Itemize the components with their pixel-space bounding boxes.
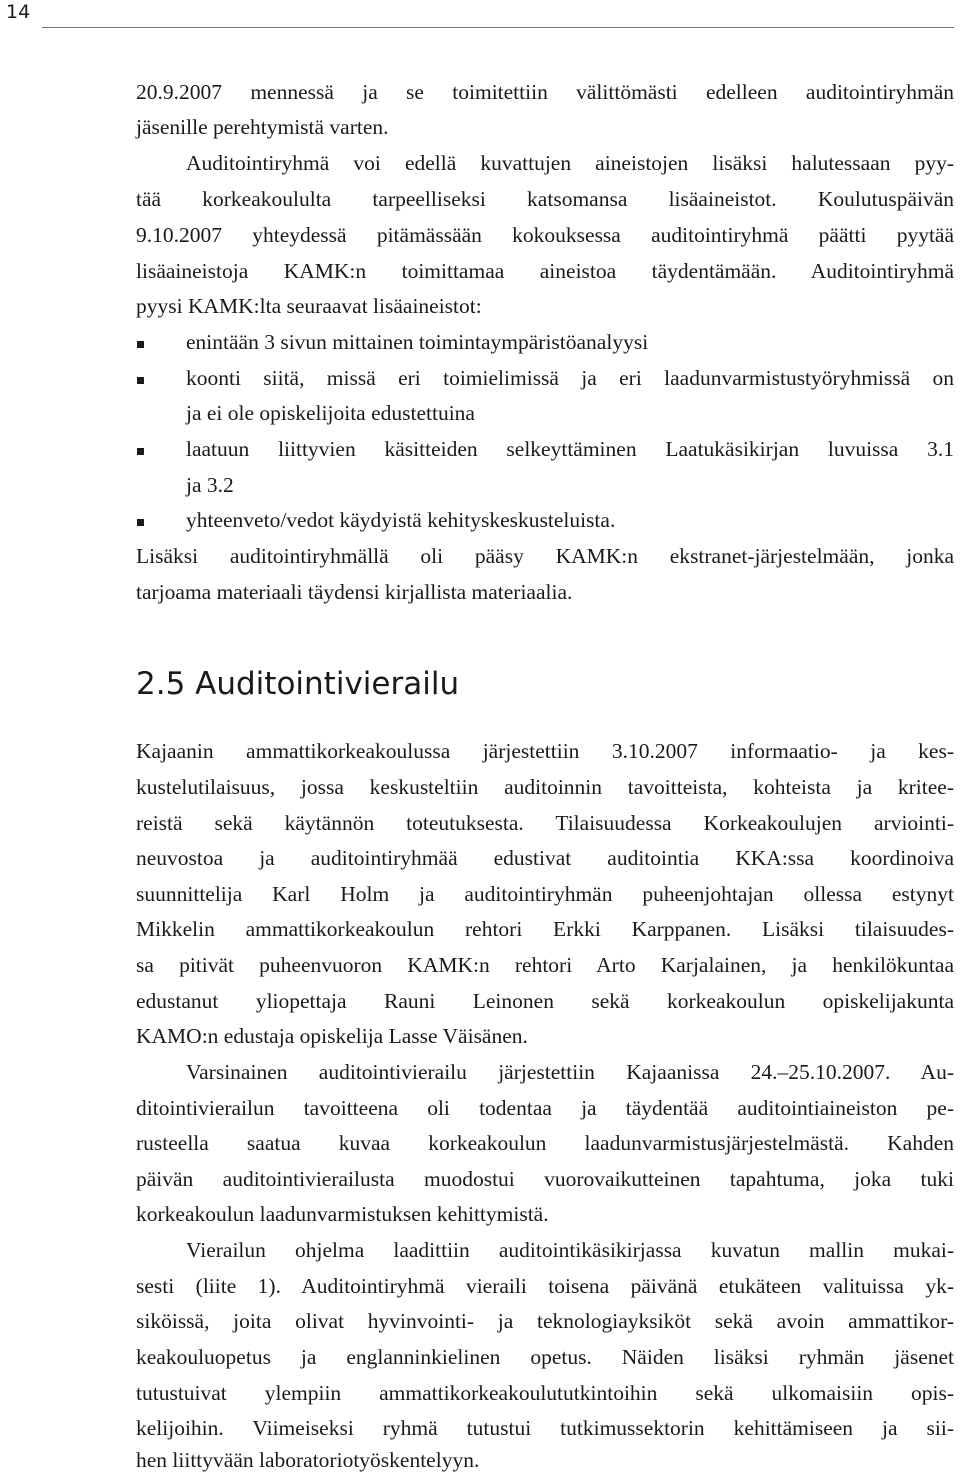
bullet-marker [137,519,144,526]
text-line: neuvostoa ja auditointiryhmää edustivat auditointia KKA:ssa koordinoiva [136,846,954,870]
text-line: pyysi KAMK:lta seuraavat lisäaineistot: [136,294,482,318]
text-line: ja 3.2 [186,473,234,497]
text-line: hen liittyvään laboratoriotyöskentelyyn. [136,1448,480,1472]
text-line: tarjoama materiaali täydensi kirjallista materiaalia. [136,580,573,604]
text-line: lisäaineistoja KAMK:n toimittamaa aineistoa täydentämään. Auditointiryhmä [136,259,954,283]
text-line: ditointivierailun tavoitteena oli todentaa ja täydentää auditointiaineiston pe- [136,1096,954,1120]
text-line: 20.9.2007 mennessä ja se toimitettiin välittömästi edelleen auditointiryhmän [136,80,954,104]
text-line: siköissä, joita olivat hyvinvointi- ja teknologiayksiköt sekä avoin ammattikor- [136,1309,954,1333]
text-line: Varsinainen auditointivierailu järjestettiin Kajaanissa 24.–25.10.2007. Au- [186,1060,954,1084]
text-line: sa pitivät puheenvuoron KAMK:n rehtori Arto Karjalainen, ja henkilökuntaa [136,953,954,977]
text-line: tää korkeakoululta tarpeelliseksi katsomansa lisäaineistot. Koulutuspäivän [136,187,954,211]
text-line: koonti siitä, missä eri toimielimissä ja eri laadunvarmistustyöryhmissä on [186,366,954,390]
text-line: kelijoihin. Viimeiseksi ryhmä tutustui tutkimussektorin kehittämiseen ja sii- [136,1416,954,1440]
text-line: Kajaanin ammattikorkeakoulussa järjestettiin 3.10.2007 informaatio- ja kes- [136,739,954,763]
page-number: 14 [6,1,31,23]
text-line: suunnittelija Karl Holm ja auditointiryhmän puheenjohtajan ollessa estynyt [136,882,954,906]
section-heading: 2.5 Auditointivierailu [136,666,460,702]
text-line: enintään 3 sivun mittainen toimintaympäristöanalyysi [186,330,649,354]
text-line: laatuun liittyvien käsitteiden selkeyttäminen Laatukäsikirjan luvuissa 3.1 [186,437,954,461]
text-line: tutustuivat ylempiin ammattikorkeakoulututkintoihin sekä ulkomaisiin opis- [136,1381,954,1405]
text-line: Vierailun ohjelma laadittiin auditointikäsikirjassa kuvatun mallin mukai- [186,1238,954,1262]
header-rule [42,27,954,28]
text-line: korkeakoulun laadunvarmistuksen kehittymistä. [136,1202,549,1226]
text-line: keakouluopetus ja englanninkielinen opetus. Näiden lisäksi ryhmän jäsenet [136,1345,954,1369]
text-line: KAMO:n edustaja opiskelija Lasse Väisänen. [136,1024,528,1048]
bullet-marker [137,377,144,384]
text-line: kustelutilaisuus, jossa keskusteltiin auditoinnin tavoitteista, kohteista ja kritee- [136,775,954,799]
text-line: Auditointiryhmä voi edellä kuvattujen aineistojen lisäksi halutessaan pyy- [186,151,954,175]
text-line: Mikkelin ammattikorkeakoulun rehtori Erkki Karppanen. Lisäksi tilaisuudes- [136,917,954,941]
text-line: 9.10.2007 yhteydessä pitämässään kokouksessa auditointiryhmä päätti pyytää [136,223,954,247]
text-line: edustanut yliopettaja Rauni Leinonen sekä korkeakoulun opiskelijakunta [136,989,954,1013]
text-line: ja ei ole opiskelijoita edustettuina [186,401,475,425]
text-line: rusteella saatua kuvaa korkeakoulun laadunvarmistusjärjestelmästä. Kahden [136,1131,954,1155]
text-line: jäsenille perehtymistä varten. [136,115,389,139]
text-line: päivän auditointivierailusta muodostui vuorovaikutteinen tapahtuma, joka tuki [136,1167,954,1191]
text-line: sesti (liite 1). Auditointiryhmä vieraili toisena päivänä etukäteen valituissa yk- [136,1274,954,1298]
text-line: reistä sekä käytännön toteutuksesta. Tilaisuudessa Korkeakoulujen arviointi- [136,811,954,835]
bullet-marker [137,341,144,348]
text-line: Lisäksi auditointiryhmällä oli pääsy KAMK:n ekstranet-järjestelmään, jonka [136,544,954,568]
bullet-marker [137,448,144,455]
text-line: yhteenveto/vedot käydyistä kehityskeskusteluista. [186,508,616,532]
